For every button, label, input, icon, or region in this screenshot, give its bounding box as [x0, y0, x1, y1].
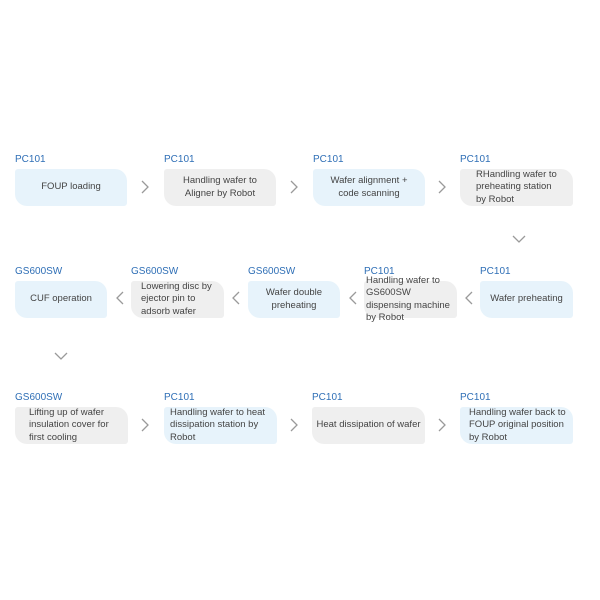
chevron-right-icon	[287, 180, 301, 194]
chevron-left-icon	[113, 291, 127, 305]
step-box: RHandling wafer to preheating station by Robot	[460, 169, 573, 206]
chevron-right-icon	[287, 418, 301, 432]
chevron-right-icon	[138, 180, 152, 194]
equipment-tag: GS600SW	[248, 266, 296, 277]
equipment-tag: PC101	[164, 392, 195, 403]
step-box: Wafer alignment + code scanning	[313, 169, 425, 206]
chevron-left-icon	[229, 291, 243, 305]
chevron-right-icon	[138, 418, 152, 432]
step-box: Lowering disc by ejector pin to adsorb wafer	[131, 281, 224, 318]
step-box: FOUP loading	[15, 169, 127, 206]
chevron-left-icon	[346, 291, 360, 305]
chevron-down-icon	[54, 349, 68, 363]
step-box: Handling wafer to Aligner by Robot	[164, 169, 276, 206]
equipment-tag: PC101	[480, 266, 511, 277]
equipment-tag: PC101	[15, 154, 46, 165]
equipment-tag: PC101	[460, 154, 491, 165]
step-box: CUF operation	[15, 281, 107, 318]
equipment-tag: PC101	[460, 392, 491, 403]
equipment-tag: PC101	[313, 154, 344, 165]
chevron-right-icon	[435, 418, 449, 432]
step-box: Wafer preheating	[480, 281, 573, 318]
chevron-down-icon	[512, 232, 526, 246]
step-box: Heat dissipation of wafer	[312, 407, 425, 444]
step-box: Lifting up of wafer insulation cover for first cooling	[15, 407, 128, 444]
equipment-tag: GS600SW	[131, 266, 179, 277]
equipment-tag: PC101	[364, 266, 395, 277]
chevron-left-icon	[462, 291, 476, 305]
step-box: Handling wafer to GS600SW dispensing machine by Robot	[364, 281, 457, 318]
equipment-tag: GS600SW	[15, 392, 63, 403]
equipment-tag: PC101	[312, 392, 343, 403]
step-box: Handling wafer to heat dissipation station by Robot	[164, 407, 277, 444]
step-box: Handling wafer back to FOUP original position by Robot	[460, 407, 573, 444]
step-box: Wafer double preheating	[248, 281, 340, 318]
chevron-right-icon	[435, 180, 449, 194]
equipment-tag: PC101	[164, 154, 195, 165]
equipment-tag: GS600SW	[15, 266, 63, 277]
